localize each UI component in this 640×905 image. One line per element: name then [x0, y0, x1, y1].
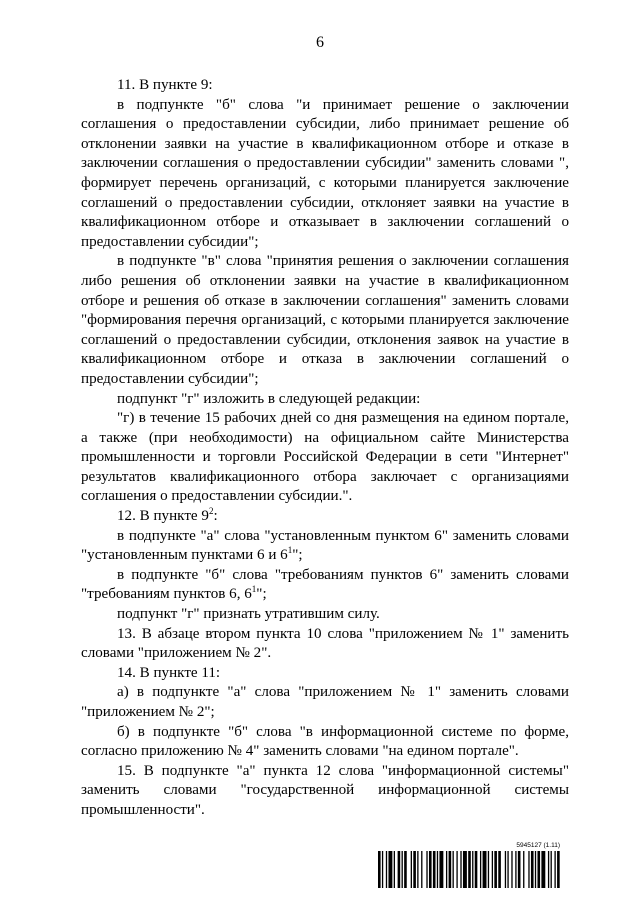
- barcode-bar: [449, 851, 452, 888]
- barcode-bar: [463, 851, 467, 888]
- document-body: [81, 76, 569, 821]
- barcode-bar: [404, 851, 407, 888]
- barcode-bar: [554, 851, 555, 888]
- barcode-bar: [541, 851, 545, 888]
- barcode-bar: [386, 851, 387, 888]
- barcode-bar: [437, 851, 438, 888]
- barcode-bar: [523, 851, 524, 888]
- barcode-bar: [433, 851, 436, 888]
- barcode-bar: [492, 851, 493, 888]
- barcode-bar: [460, 851, 461, 888]
- barcode-bar: [468, 851, 471, 888]
- barcode-bar: [402, 851, 403, 888]
- paragraph-item-12-subitem-g: подпункт "г" признать утратившим силу.: [117, 606, 380, 623]
- paragraph-item-14-subitem-b: б) в подпункте "б" слова "в информационной системе по форме, согласно приложению № 4" заменить словами "на едином портале".: [81, 723, 569, 760]
- barcode-bar: [498, 851, 501, 888]
- paragraph-item-11: 11. В пункте 9:: [117, 77, 213, 93]
- barcode-bar: [531, 851, 534, 888]
- superscript: 1: [287, 545, 293, 556]
- barcode-bar: [472, 851, 473, 888]
- barcode-bar: [378, 851, 381, 888]
- barcode-bar: [511, 851, 512, 888]
- barcode-bar: [507, 851, 508, 888]
- barcode-bar: [417, 851, 418, 888]
- paragraph-item-14: 14. В пункте 11:: [117, 664, 221, 681]
- paragraph-item-11-subitem-v: в подпункте "в" слова "принятия решения о заключении соглашения либо решения об отклонении заявки на участие в квалификационном отборе и решения об отказе в заключении соглашения" заменить словами "формирования перечня организаций, с которыми планируется заключение соглашений о предоставлении субсидии, отклонения заявок на участие в квалификационном отборе и отказа в заключении соглашений о предоставлении субсидии";: [81, 253, 569, 387]
- barcode-bar: [505, 851, 506, 888]
- barcode-bar: [535, 851, 536, 888]
- barcode-bar: [551, 851, 552, 888]
- barcode-bar: [439, 851, 443, 888]
- paragraph-item-13: 13. В абзаце втором пункта 10 слова "приложением № 1" заменить словами "приложением № 2".: [81, 625, 569, 662]
- barcode-bar: [421, 851, 422, 888]
- barcode-bar: [388, 851, 392, 888]
- barcode-bar: [515, 851, 516, 888]
- barcode-bar: [446, 851, 447, 888]
- barcode-bar: [426, 851, 427, 888]
- barcode-bar: [413, 851, 416, 888]
- barcode-bar: [411, 851, 412, 888]
- barcode-bar: [456, 851, 457, 888]
- barcode-bar: [537, 851, 540, 888]
- barcode-bar: [488, 851, 489, 888]
- page-number: 6: [316, 34, 324, 51]
- barcode-bar: [394, 851, 395, 888]
- barcode-icon: [378, 851, 561, 888]
- barcode-bar: [557, 851, 560, 888]
- paragraph-item-12-subitem-b: в подпункте "б" слова "требованиям пунктов 6" заменить словами "требованиям пунктов 6, $6^1$";: [81, 566, 569, 603]
- barcode-bar: [398, 851, 401, 888]
- barcode-bar: [475, 851, 478, 888]
- barcode-bar: [518, 851, 521, 888]
- barcode-bar: [483, 851, 487, 888]
- paragraph-item-15: 15. В подпункте "а" пункта 12 слова "информационной системы" заменить словами "государственной информационной системы промышленности".: [81, 762, 569, 818]
- barcode-bar: [382, 851, 383, 888]
- superscript: 1: [251, 584, 257, 595]
- barcode-bar: [480, 851, 481, 888]
- superscript: 2: [208, 506, 214, 517]
- paragraph-item-11-subitem-g-text: "г) в течение 15 рабочих дней со дня размещения на едином портале, а также (при необходимости) на официальном сайте Министерства промышленности и торговли Российской Федерации в сети "Интернет" результатов квалификационного отбора заключает с организациями соглашения о предоставлении субсидии.".: [81, 410, 569, 505]
- barcode-bar: [548, 851, 549, 888]
- paragraph-item-12-subitem-a: в подпункте "а" слова "установленным пунктом 6" заменить словами "установленным пунктами 6 и $6^1$";: [81, 527, 569, 564]
- paragraph-item-14-subitem-a: а) в подпункте "а" слова "приложением № 1" заменить словами "приложением № 2";: [81, 684, 569, 720]
- barcode-bar: [453, 851, 454, 888]
- barcode-bar: [528, 851, 529, 888]
- paragraph-item-11-subitem-g-intro: подпункт "г" изложить в следующей редакции:: [117, 390, 421, 407]
- paragraph-item-12: 12. В пункте $9^2$:: [117, 506, 218, 525]
- barcode-bar: [429, 851, 432, 888]
- barcode-caption: 5945127 (1.11): [516, 842, 560, 849]
- paragraph-item-11-subitem-b: в подпункте "б" слова "и принимает решение о заключении соглашения о предоставлении субсидии, либо принимает решение об отклонении заявки на участие в квалификационном отборе и отказе в заключении соглашения о предоставлении субсидии" заменить словами ", формирует перечень организаций, с которыми планируется заключение соглашений о предоставлении субсидии, отклоняет заявки на участие в квалификационном отборе и отказывает в заключении соглашений о предоставлении субсидии";: [81, 96, 569, 250]
- barcode-bar: [494, 851, 497, 888]
